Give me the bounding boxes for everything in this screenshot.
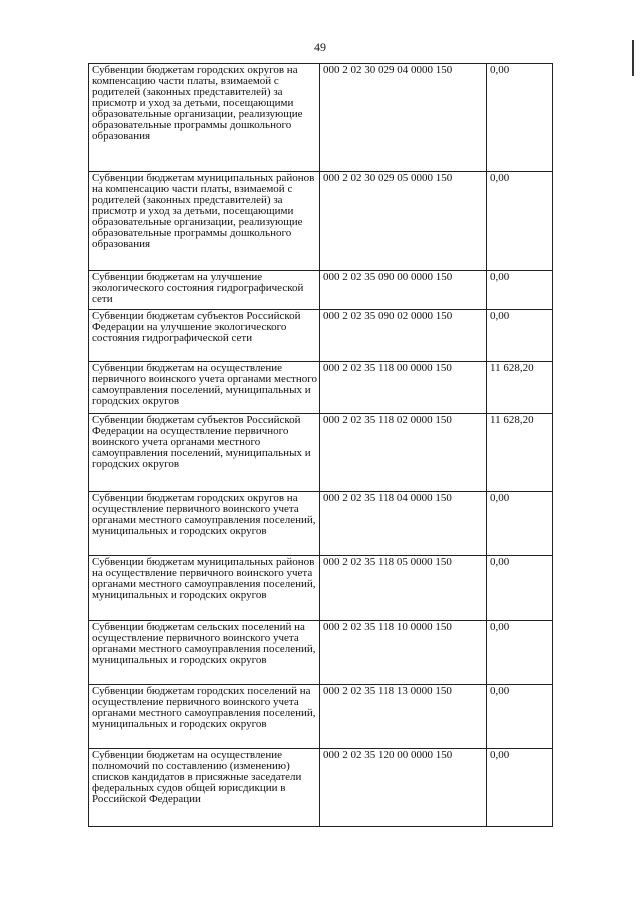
table-row <box>89 271 553 310</box>
table-row <box>89 362 553 414</box>
income-name-cell: Субвенции бюджетам субъектов Российской Федерации на улучшение экологического состояния гидрографической сети <box>89 310 320 362</box>
budget-code-cell: 000 2 02 35 118 00 0000 150 <box>320 362 487 414</box>
budget-code-cell: 000 2 02 30 029 04 0000 150 <box>320 64 487 172</box>
budget-code-cell: 000 2 02 35 118 10 0000 150 <box>320 621 487 685</box>
table-row <box>89 556 553 621</box>
table-row <box>89 310 553 362</box>
budget-code-cell: 000 2 02 35 090 02 0000 150 <box>320 310 487 362</box>
table-row <box>89 64 553 172</box>
budget-code-cell: 000 2 02 30 029 05 0000 150 <box>320 172 487 271</box>
budget-code-cell: 000 2 02 35 120 00 0000 150 <box>320 749 487 827</box>
page-edge-mark <box>632 40 634 76</box>
amount-cell: 0,00 <box>487 492 553 556</box>
income-name-cell: Субвенции бюджетам муниципальных районов на компенсацию части платы, взимаемой с родителей (законных представителей) за присмотр и уход за детьми, посещающими образовательные организации, реализующие образовательные программы дошкольного образования <box>89 172 320 271</box>
amount-cell: 0,00 <box>487 64 553 172</box>
budget-code-cell: 000 2 02 35 090 00 0000 150 <box>320 271 487 310</box>
budget-code-cell: 000 2 02 35 118 13 0000 150 <box>320 685 487 749</box>
budget-code-cell: 000 2 02 35 118 02 0000 150 <box>320 414 487 492</box>
income-name-cell: Субвенции бюджетам городских округов на компенсацию части платы, взимаемой с родителей (законных представителей) за присмотр и уход за детьми, посещающими образовательные организации, реализующие образовательные программы дошкольного образования <box>89 64 320 172</box>
table-row <box>89 414 553 492</box>
amount-cell: 0,00 <box>487 310 553 362</box>
budget-code-cell: 000 2 02 35 118 04 0000 150 <box>320 492 487 556</box>
income-name-cell: Субвенции бюджетам на улучшение экологического состояния гидрографической сети <box>89 271 320 310</box>
income-name-cell: Субвенции бюджетам городских поселений на осуществление первичного воинского учета органами местного самоуправления поселений, муниципальных и городских округов <box>89 685 320 749</box>
amount-cell: 0,00 <box>487 749 553 827</box>
amount-cell: 0,00 <box>487 271 553 310</box>
income-name-cell: Субвенции бюджетам городских округов на осуществление первичного воинского учета органами местного самоуправления поселений, муниципальных и городских округов <box>89 492 320 556</box>
income-name-cell: Субвенции бюджетам на осуществление первичного воинского учета органами местного самоуправления поселений, муниципальных и городских округов <box>89 362 320 414</box>
amount-cell: 0,00 <box>487 172 553 271</box>
amount-cell: 0,00 <box>487 621 553 685</box>
income-name-cell: Субвенции бюджетам субъектов Российской Федерации на осуществление первичного воинского учета органами местного самоуправления поселений, муниципальных и городских округов <box>89 414 320 492</box>
page-number: 49 <box>314 40 326 54</box>
income-name-cell: Субвенции бюджетам на осуществление полномочий по составлению (изменению) списков кандидатов в присяжные заседатели федеральных судов общей юрисдикции в Российской Федерации <box>89 749 320 827</box>
amount-cell: 11 628,20 <box>487 362 553 414</box>
budget-table <box>88 63 553 827</box>
amount-cell: 0,00 <box>487 556 553 621</box>
budget-code-cell: 000 2 02 35 118 05 0000 150 <box>320 556 487 621</box>
table-row <box>89 685 553 749</box>
amount-cell: 0,00 <box>487 685 553 749</box>
income-name-cell: Субвенции бюджетам муниципальных районов на осуществление первичного воинского учета органами местного самоуправления поселений, муниципальных и городских округов <box>89 556 320 621</box>
income-name-cell: Субвенции бюджетам сельских поселений на осуществление первичного воинского учета органами местного самоуправления поселений, муниципальных и городских округов <box>89 621 320 685</box>
table-row <box>89 492 553 556</box>
table-row <box>89 172 553 271</box>
table-row <box>89 749 553 827</box>
table-row <box>89 621 553 685</box>
amount-cell: 11 628,20 <box>487 414 553 492</box>
